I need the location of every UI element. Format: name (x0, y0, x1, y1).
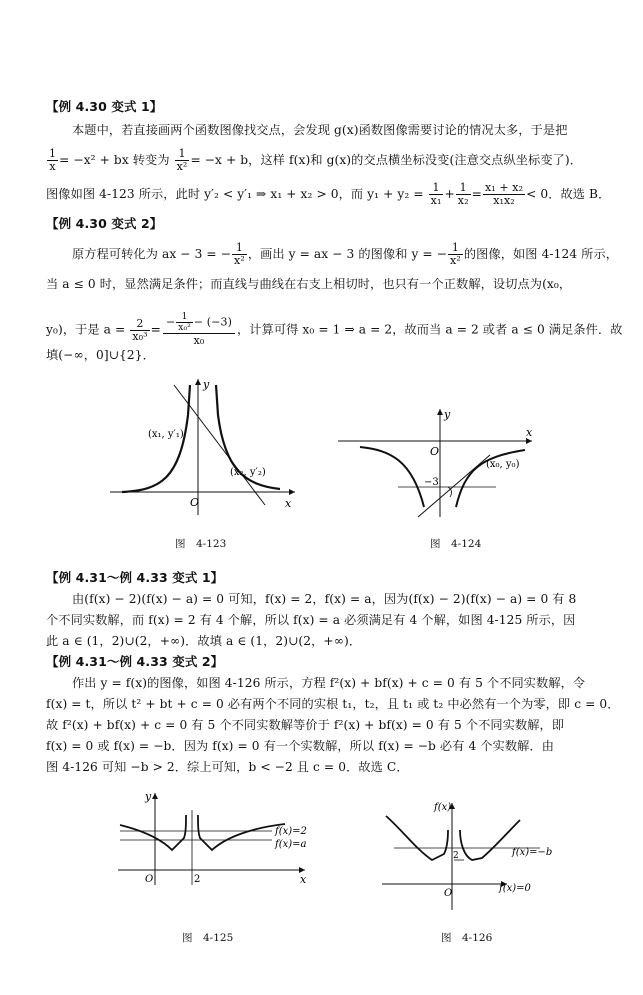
heading-4-31-4-33-variant-2: 【例 4.31～例 4.33 变式 2】 (46, 654, 224, 669)
paragraph-line: f(x) = 0 或 f(x) = −b．因为 f(x) = 0 有一个实数解，所以 f(x) = −b 必有 4 个实数解．由 (46, 739, 555, 753)
paragraph-line: y₀)，于是 a = $\frac{2}{\text{x₀³}}$ = − $\frac{1}{\text{x₀²}}$ − (−3) x₀ ，计算可得 x₀ = 1 ⇒ a = 2，故而当 a = 2 或者 a ≤ 0 满足条件．故 (46, 312, 623, 347)
line-label: f(x)=2 (275, 826, 307, 837)
paragraph-line: 原方程可转化为 ax − 3 = − $\frac{1}{\text{x²}}$ ，画出 y = ax − 3 的图像和 y = − $\frac{1}{\text{x²}}$ 的图像，如图 4-124 所示， (72, 241, 619, 267)
fraction: $\frac{1}{\text{x²}}$ (176, 147, 188, 173)
paragraph-line: 由(f(x) − 2)(f(x) − a) = 0 可知，f(x) = 2，f(x) = a，因为(f(x) − 2)(f(x) − a) = 0 有 8 (72, 592, 577, 606)
point-label: (x₂, y′₂) (230, 467, 266, 478)
origin-label: O (190, 496, 200, 509)
line-label: f(x)=a (275, 839, 307, 850)
tick-label: −3 (424, 477, 439, 488)
line-label: f(x)=0 (499, 883, 531, 894)
fraction: $\frac{1}{x}$ (49, 147, 57, 173)
figure-caption: 图 4-124 (430, 538, 482, 550)
figure-caption: 图 4-126 (441, 932, 493, 944)
figure-4-125 (110, 790, 320, 890)
y-axis-label: y (203, 378, 210, 391)
figure-4-123 (100, 375, 300, 520)
paragraph-line: 故 f²(x) + bf(x) + c = 0 有 5 个不同实数解等价于 f²(x) + bf(x) = 0 有 5 个不同实数解，即 (46, 718, 565, 732)
y-axis-label: y (145, 790, 152, 803)
paragraph-line: 作出 y = f(x)的图像，如图 4-126 所示，方程 f²(x) + bf(x) + c = 0 有 5 个不同实数解，令 (72, 676, 586, 690)
figure-4-126 (372, 798, 582, 918)
heading-4-31-4-33-variant-1: 【例 4.31～例 4.33 变式 1】 (46, 570, 224, 585)
figure-caption: 图 4-123 (175, 538, 227, 550)
point-label: (x₁, y′₁) (148, 429, 184, 440)
figure-4-124 (330, 405, 540, 520)
figure-caption: 图 4-125 (182, 932, 234, 944)
paragraph-line: $\frac{1}{x}$ = −x² + bx 转变为 $\frac{1}{\text{x²}}$ = −x + b，这样 f(x)和 g(x)的交点横坐标没变(注意交点纵坐标变了)． (49, 147, 583, 173)
origin-label: O (145, 874, 154, 885)
y-axis-label: f(x) (434, 802, 452, 813)
paragraph-line: f(x) = t，所以 t² + bt + c = 0 必有两个不同的实根 t₁，t₂，且 t₁ 或 t₂ 中必然有一个为零，即 c = 0． (46, 697, 620, 711)
paragraph-line: 当 a ≤ 0 时，显然满足条件；而直线与曲线在右支上相切时，也只有一个正数解，设切点为(x₀， (46, 277, 572, 291)
paragraph-line: 图像如图 4-123 所示，此时 y′₂ < y′₁ ⇒ x₁ + x₂ > 0，而 y₁ + y₂ = $\frac{1}{\text{x₁}}$ + $\frac{1}{\text{x₂}}$ = $\frac{\text{x₁ + x₂}}{\text{x₁x₂}}$ < 0．故选 B． (46, 181, 611, 207)
x-axis-label: x (285, 497, 292, 510)
paragraph-line: 本题中，若直接画两个函数图像找交点，会发现 g(x)函数图像需要讨论的情况太多，于是把 (72, 123, 568, 137)
paragraph-line: 个不同实数解，而 f(x) = 2 有 4 个解，所以 f(x) = a 必须满足有 4 个解，如图 4-125 所示，因 (46, 613, 576, 627)
paragraph-line: 填(−∞，0]∪{2}． (46, 348, 155, 362)
paragraph-line: 此 a ∈ (1，2)∪(2，+∞)．故填 a ∈ (1，2)∪(2，+∞)． (46, 634, 362, 648)
origin-label: O (444, 888, 453, 899)
point-label: (x₀, y₀) (486, 459, 520, 470)
heading-4-30-variant-1: 【例 4.30 变式 1】 (46, 99, 163, 114)
tick-label: 2 (453, 851, 459, 861)
origin-label: O (430, 445, 440, 458)
paragraph-line: 图 4-126 可知 −b > 2．综上可知，b < −2 且 c = 0．故选 C． (46, 760, 409, 774)
y-axis-label: y (444, 408, 451, 421)
heading-4-30-variant-2: 【例 4.30 变式 2】 (46, 216, 163, 231)
x-axis-label: x (300, 873, 307, 886)
line-label: f(x)=−b (512, 847, 553, 858)
tick-label: 2 (194, 874, 201, 885)
x-axis-label: x (526, 426, 533, 439)
